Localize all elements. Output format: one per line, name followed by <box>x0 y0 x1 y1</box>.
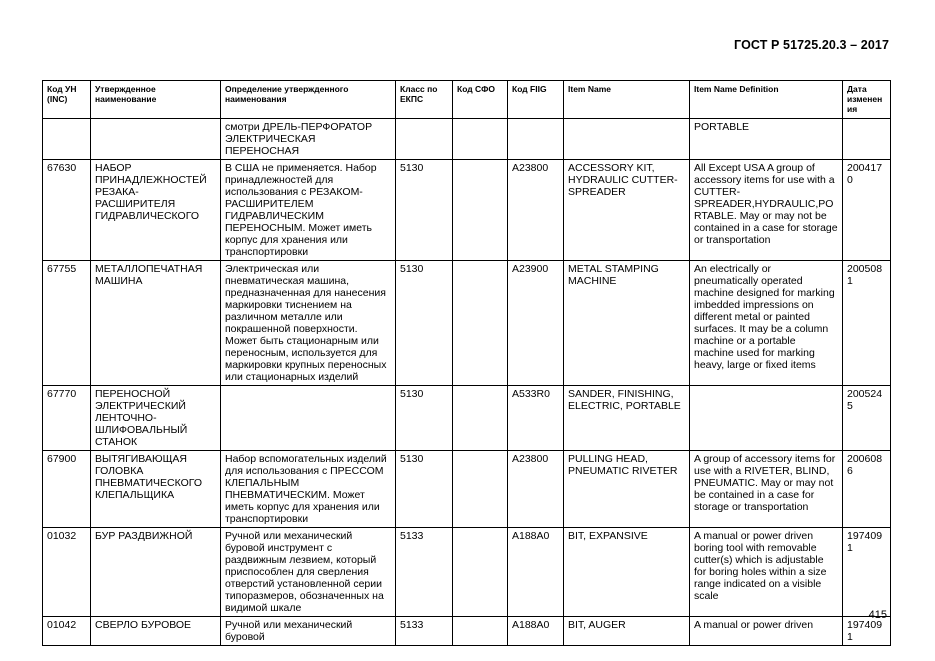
col-header-name: Утвержденное наименование <box>91 81 221 119</box>
cell-fiig: A188A0 <box>508 528 564 617</box>
cell-sfo <box>453 528 508 617</box>
cell-inc: 67755 <box>43 261 91 386</box>
cell-definition <box>221 386 396 451</box>
cell-class <box>396 119 453 160</box>
table-row <box>43 386 891 451</box>
cell-date: 2005081 <box>843 261 891 386</box>
cell-item-name: SANDER, FINISHING, ELECTRIC, PORTABLE <box>564 386 690 451</box>
cell-inc: 67900 <box>43 451 91 528</box>
cell-item-def: A group of accessory items for use with a RIVETER, BLIND, PNEUMATIC. May or may not be contained in a case for storage or transportation <box>690 451 843 528</box>
cell-sfo <box>453 451 508 528</box>
cell-name <box>91 119 221 160</box>
cell-inc: 67630 <box>43 160 91 261</box>
cell-date: 2004170 <box>843 160 891 261</box>
page-number: 415 <box>868 609 887 621</box>
cell-inc <box>43 119 91 160</box>
cell-fiig <box>508 119 564 160</box>
col-header-definition: Определение утвержденного наименования <box>221 81 396 119</box>
cell-item-def <box>690 386 843 451</box>
cell-sfo <box>453 160 508 261</box>
cell-item-def: An electrically or pneumatically operated machine designed for marking imbedded impressions on different metal or painted surfaces. It may be a column machine or a portable machine used for marking heavy, large or fixed items <box>690 261 843 386</box>
cell-class: 5130 <box>396 386 453 451</box>
cell-class: 5130 <box>396 261 453 386</box>
cell-fiig: A533R0 <box>508 386 564 451</box>
cell-item-name <box>564 119 690 160</box>
table-header-row <box>43 81 891 119</box>
cell-inc: 67770 <box>43 386 91 451</box>
cell-definition: Набор вспомогательных изделий для использования с ПРЕССОМ КЛЕПАЛЬНЫМ ПНЕВМАТИЧЕСКИМ. Может иметь корпус для хранения или транспортировки <box>221 451 396 528</box>
cell-item-def: PORTABLE <box>690 119 843 160</box>
cell-class: 5133 <box>396 528 453 617</box>
cell-name: НАБОР ПРИНАДЛЕЖНОСТЕЙ РЕЗАКА-РАСШИРИТЕЛЯ ГИДРАВЛИЧЕСКОГО <box>91 160 221 261</box>
cell-item-def: A manual or power driven <box>690 617 843 646</box>
cell-inc: 01032 <box>43 528 91 617</box>
cell-definition: Ручной или механический буровой <box>221 617 396 646</box>
cell-name: ПЕРЕНОСНОЙ ЭЛЕКТРИЧЕСКИЙ ЛЕНТОЧНО-ШЛИФОВАЛЬНЫЙ СТАНОК <box>91 386 221 451</box>
col-header-fiig: Код FIIG <box>508 81 564 119</box>
table-row <box>43 261 891 386</box>
cell-item-def: All Except USA A group of accessory items for use with a CUTTER-SPREADER,HYDRAULIC,PORTABLE. May or may not be contained in a case for storage or transportation <box>690 160 843 261</box>
cell-sfo <box>453 119 508 160</box>
cell-date: 1974091 <box>843 617 891 646</box>
cell-date <box>843 119 891 160</box>
cell-date: 2005245 <box>843 386 891 451</box>
cell-item-name: BIT, AUGER <box>564 617 690 646</box>
cell-class: 5130 <box>396 451 453 528</box>
col-header-date: Дата изменения <box>843 81 891 119</box>
table-row <box>43 528 891 617</box>
cell-fiig: A23800 <box>508 451 564 528</box>
cell-sfo <box>453 617 508 646</box>
document-code: ГОСТ Р 51725.20.3 – 2017 <box>734 38 889 52</box>
cell-sfo <box>453 261 508 386</box>
table-row <box>43 160 891 261</box>
cell-name: БУР РАЗДВИЖНОЙ <box>91 528 221 617</box>
cell-sfo <box>453 386 508 451</box>
catalog-table <box>42 80 891 646</box>
cell-name: ВЫТЯГИВАЮЩАЯ ГОЛОВКА ПНЕВМАТИЧЕСКОГО КЛЕПАЛЬЩИКА <box>91 451 221 528</box>
cell-definition: смотри ДРЕЛЬ-ПЕРФОРАТОР ЭЛЕКТРИЧЕСКАЯ ПЕРЕНОСНАЯ <box>221 119 396 160</box>
cell-date: 2006086 <box>843 451 891 528</box>
col-header-inc: Код УН (INC) <box>43 81 91 119</box>
cell-name: МЕТАЛЛОПЕЧАТНАЯ МАШИНА <box>91 261 221 386</box>
cell-class: 5130 <box>396 160 453 261</box>
col-header-item-def: Item Name Definition <box>690 81 843 119</box>
cell-fiig: A23900 <box>508 261 564 386</box>
cell-item-name: PULLING HEAD, PNEUMATIC RIVETER <box>564 451 690 528</box>
cell-name: СВЕРЛО БУРОВОЕ <box>91 617 221 646</box>
cell-date: 1974091 <box>843 528 891 617</box>
table-row <box>43 617 891 646</box>
cell-fiig: A23800 <box>508 160 564 261</box>
table-row <box>43 119 891 160</box>
cell-item-name: METAL STAMPING MACHINE <box>564 261 690 386</box>
col-header-item-name: Item Name <box>564 81 690 119</box>
cell-fiig: A188A0 <box>508 617 564 646</box>
cell-item-name: BIT, EXPANSIVE <box>564 528 690 617</box>
cell-class: 5133 <box>396 617 453 646</box>
table-row <box>43 451 891 528</box>
cell-definition: Ручной или механический буровой инструмент с раздвижным лезвием, который приспособлен для сверления отверстий установленной серии типоразмеров, обозначенных на видимой шкале <box>221 528 396 617</box>
cell-item-def: A manual or power driven boring tool with removable cutter(s) which is adjustable for boring holes within a size range indicated on a visible scale <box>690 528 843 617</box>
cell-item-name: ACCESSORY KIT, HYDRAULIC CUTTER-SPREADER <box>564 160 690 261</box>
cell-definition: В США не применяется. Набор принадлежностей для использования с РЕЗАКОМ-РАСШИРИТЕЛЕМ ГИДРАВЛИЧЕСКИМ ПЕРЕНОСНЫМ. Может иметь корпус для хранения или транспортировки <box>221 160 396 261</box>
col-header-sfo: Код СФО <box>453 81 508 119</box>
cell-definition: Электрическая или пневматическая машина, предназначенная для нанесения маркировки тиснением на различном металле или покрашенной поверхности. Может быть стационарным или переносным, используется для маркировки крупных переносных или стационарных изделий <box>221 261 396 386</box>
col-header-class: Класс по ЕКПС <box>396 81 453 119</box>
cell-inc: 01042 <box>43 617 91 646</box>
